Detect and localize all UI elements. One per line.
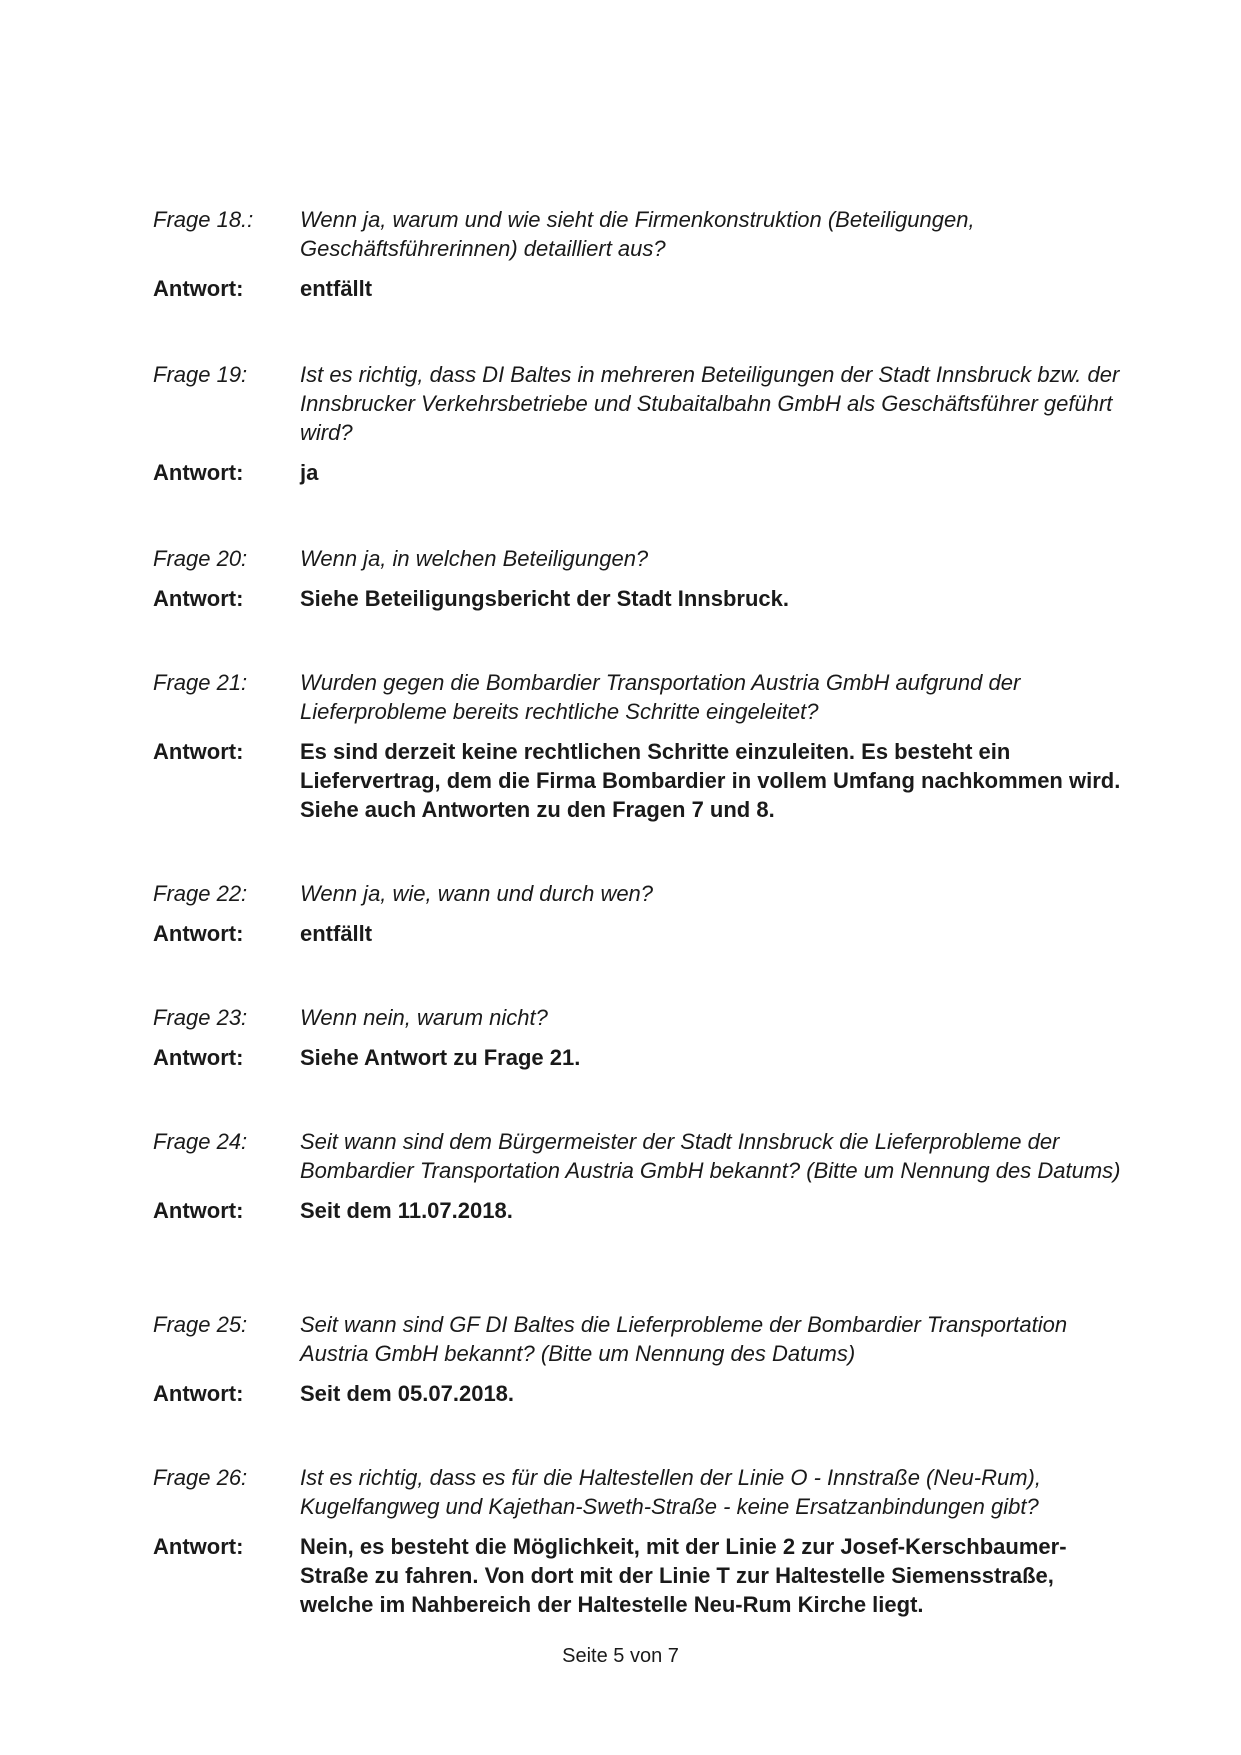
answer-label: Antwort: bbox=[153, 1045, 244, 1070]
answer-text: entfällt bbox=[300, 921, 373, 946]
question-label: Frage 23: bbox=[153, 1005, 248, 1030]
answer-label: Antwort: bbox=[153, 739, 244, 764]
question-label: Frage 26: bbox=[153, 1465, 248, 1490]
answer-label: Antwort: bbox=[153, 1534, 244, 1559]
answer-label: Antwort: bbox=[153, 1198, 244, 1223]
question-label: Frage 24: bbox=[153, 1129, 248, 1154]
answer-row bbox=[153, 1532, 1133, 1619]
qa-item-21 bbox=[153, 668, 1133, 824]
question-text: Ist es richtig, dass DI Baltes in mehreren Beteiligungen der Stadt Innsbruck bzw. der Innsbrucker Verkehrsbetriebe und Stubaitalbahn GmbH als Geschäftsführer geführt wird? bbox=[300, 362, 1120, 445]
answer-row bbox=[153, 1379, 1133, 1408]
answer-text: ja bbox=[300, 460, 319, 485]
question-text: Wenn ja, warum und wie sieht die Firmenkonstruktion (Beteiligungen, Geschäftsführerinnen) detailliert aus? bbox=[300, 207, 975, 261]
question-row bbox=[153, 1003, 1133, 1032]
answer-label: Antwort: bbox=[153, 1381, 244, 1406]
answer-row bbox=[153, 1196, 1133, 1225]
answer-label: Antwort: bbox=[153, 460, 244, 485]
qa-item-24 bbox=[153, 1127, 1133, 1225]
answer-label: Antwort: bbox=[153, 586, 244, 611]
answer-text: Siehe Beteiligungsbericht der Stadt Innsbruck. bbox=[300, 586, 789, 611]
qa-item-26 bbox=[153, 1463, 1133, 1619]
answer-row bbox=[153, 584, 1133, 613]
question-row bbox=[153, 1127, 1133, 1185]
question-text: Wenn ja, in welchen Beteiligungen? bbox=[300, 546, 649, 571]
question-text: Seit wann sind dem Bürgermeister der Stadt Innsbruck die Lieferprobleme der Bombardier Transportation Austria GmbH bekannt? (Bitte um Nennung des Datums) bbox=[300, 1129, 1121, 1183]
question-label: Frage 22: bbox=[153, 881, 248, 906]
answer-label: Antwort: bbox=[153, 921, 244, 946]
qa-item-25 bbox=[153, 1310, 1133, 1408]
answer-text: Siehe Antwort zu Frage 21. bbox=[300, 1045, 581, 1070]
answer-text: Seit dem 05.07.2018. bbox=[300, 1381, 515, 1406]
answer-row bbox=[153, 458, 1133, 487]
qa-item-18 bbox=[153, 205, 1133, 303]
question-label: Frage 21: bbox=[153, 670, 248, 695]
question-text: Wenn ja, wie, wann und durch wen? bbox=[300, 881, 654, 906]
question-text: Wurden gegen die Bombardier Transportation Austria GmbH aufgrund der Lieferprobleme bereits rechtliche Schritte eingeleitet? bbox=[300, 670, 1021, 724]
question-text: Ist es richtig, dass es für die Haltestellen der Linie O - Innstraße (Neu-Rum), Kugelfangweg und Kajethan-Sweth-Straße - keine Ersatzanbindungen gibt? bbox=[300, 1465, 1041, 1519]
answer-text: Nein, es besteht die Möglichkeit, mit der Linie 2 zur Josef-Kerschbaumer-Straße zu fahren. Von dort mit der Linie T zur Haltestelle Siemensstraße, welche im Nahbereich der Haltestelle Neu-Rum Kirche liegt. bbox=[300, 1534, 1067, 1617]
qa-item-19 bbox=[153, 360, 1133, 487]
qa-item-23 bbox=[153, 1003, 1133, 1072]
answer-label: Antwort: bbox=[153, 276, 244, 301]
question-label: Frage 18.: bbox=[153, 207, 254, 232]
question-row bbox=[153, 1463, 1133, 1521]
page-footer: Seite 5 von 7 bbox=[562, 1645, 679, 1667]
question-text: Seit wann sind GF DI Baltes die Lieferprobleme der Bombardier Transportation Austria GmbH bekannt? (Bitte um Nennung des Datums) bbox=[300, 1312, 1068, 1366]
question-row bbox=[153, 668, 1133, 726]
question-row bbox=[153, 1310, 1133, 1368]
question-row bbox=[153, 205, 1133, 263]
qa-item-20 bbox=[153, 544, 1133, 613]
question-text: Wenn nein, warum nicht? bbox=[300, 1005, 548, 1030]
question-label: Frage 19: bbox=[153, 362, 248, 387]
answer-row bbox=[153, 1043, 1133, 1072]
question-label: Frage 25: bbox=[153, 1312, 248, 1337]
question-row bbox=[153, 879, 1133, 908]
answer-row bbox=[153, 919, 1133, 948]
question-row bbox=[153, 360, 1133, 447]
answer-row bbox=[153, 274, 1133, 303]
answer-row bbox=[153, 737, 1133, 824]
answer-text: Seit dem 11.07.2018. bbox=[300, 1198, 513, 1223]
answer-text: Es sind derzeit keine rechtlichen Schritte einzuleiten. Es besteht ein Liefervertrag, dem die Firma Bombardier in vollem Umfang nachkommen wird. Siehe auch Antworten zu den Fragen 7 und 8. bbox=[300, 739, 1121, 822]
qa-item-22 bbox=[153, 879, 1133, 948]
answer-text: entfällt bbox=[300, 276, 373, 301]
question-label: Frage 20: bbox=[153, 546, 248, 571]
question-row bbox=[153, 544, 1133, 573]
